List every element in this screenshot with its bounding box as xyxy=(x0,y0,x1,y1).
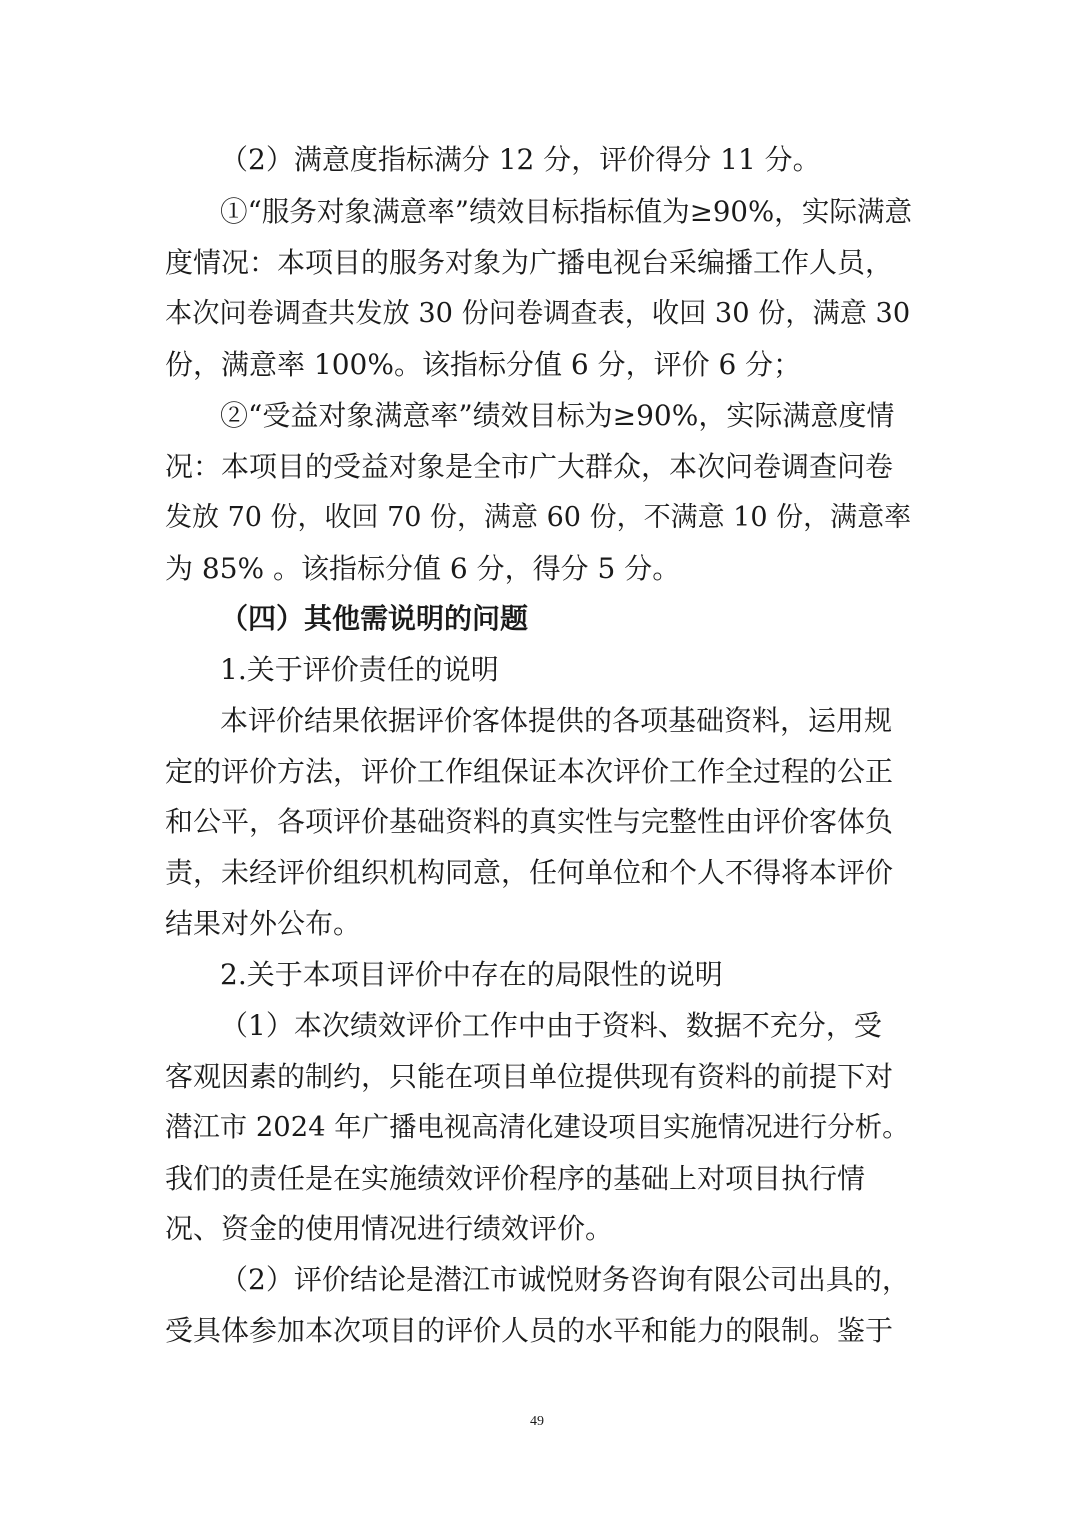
text-line xyxy=(0,955,1074,995)
text-line xyxy=(0,599,1074,639)
paragraph-service-satisfaction-line-4: 份，满意率 100%。该指标分值 6 分，评价 6 分； xyxy=(165,348,802,381)
paragraph-responsibility-line-5: 结果对外公布。 xyxy=(165,907,362,940)
paragraph-service-satisfaction-line-1: ①“服务对象满意率”绩效目标指标值为≥90%，实际满意 xyxy=(220,195,913,228)
text-line xyxy=(0,192,1074,232)
text-line xyxy=(0,1311,1074,1351)
paragraph-beneficiary-satisfaction-line-3: 发放 70 份，收回 70 份，满意 60 份，不满意 10 份，满意率 xyxy=(165,502,912,533)
paragraph-responsibility-line-3: 和公平，各项评价基础资料的真实性与完整性由评价客体负 xyxy=(165,805,894,838)
text-line xyxy=(0,904,1074,944)
text-line xyxy=(0,1209,1074,1249)
paragraph-limitation-1-line-2: 客观因素的制约，只能在项目单位提供现有资料的前提下对 xyxy=(165,1060,894,1093)
paragraph-limitation-2-line-2: 受具体参加本次项目的评价人员的水平和能力的限制。鉴于 xyxy=(165,1314,894,1347)
text-line xyxy=(0,140,1074,180)
paragraph-limitation-1-line-5: 况、资金的使用情况进行绩效评价。 xyxy=(165,1212,614,1245)
text-line xyxy=(0,650,1074,690)
text-line xyxy=(0,243,1074,283)
text-line xyxy=(0,1057,1074,1097)
text-line xyxy=(0,1108,1074,1148)
paragraph-beneficiary-satisfaction-line-4: 为 85% 。该指标分值 6 分，得分 5 分。 xyxy=(165,552,681,585)
paragraph-limitation-1-line-1: （1）本次绩效评价工作中由于资料、数据不充分，受 xyxy=(220,1009,882,1042)
text-line xyxy=(0,1260,1074,1300)
paragraph-limitation-1-line-3: 潜江市 2024 年广播电视高清化建设项目实施情况进行分析。 xyxy=(165,1112,910,1143)
paragraph-beneficiary-satisfaction-line-2: 况：本项目的受益对象是全市广大群众，本次问卷调查问卷 xyxy=(165,450,894,483)
text-line xyxy=(0,802,1074,842)
paragraph-limitation-2-line-1: （2）评价结论是潜江市诚悦财务咨询有限公司出具的， xyxy=(220,1263,910,1296)
paragraph-responsibility-line-2: 定的评价方法，评价工作组保证本次评价工作全过程的公正 xyxy=(165,755,894,788)
paragraph-satisfaction-score: （2）满意度指标满分 12 分，评价得分 11 分。 xyxy=(220,143,821,176)
text-line xyxy=(0,752,1074,792)
paragraph-service-satisfaction-line-2: 度情况：本项目的服务对象为广播电视台采编播工作人员， xyxy=(165,246,894,279)
text-line xyxy=(0,853,1074,893)
text-line xyxy=(0,498,1074,538)
section-heading-other-issues: （四）其他需说明的问题 xyxy=(220,602,529,635)
text-line xyxy=(0,549,1074,589)
paragraph-service-satisfaction-line-3: 本次问卷调查共发放 30 份问卷调查表，收回 30 份，满意 30 xyxy=(165,298,911,329)
subheading-limitations: 2.关于本项目评价中存在的局限性的说明 xyxy=(220,958,723,991)
paragraph-limitation-1-line-4: 我们的责任是在实施绩效评价程序的基础上对项目执行情 xyxy=(165,1162,866,1195)
text-line xyxy=(0,701,1074,741)
text-line xyxy=(0,1159,1074,1199)
text-line xyxy=(0,396,1074,436)
page-number: 49 xyxy=(530,1414,544,1429)
text-line xyxy=(0,447,1074,487)
paragraph-beneficiary-satisfaction-line-1: ②“受益对象满意率”绩效目标为≥90%，实际满意度情 xyxy=(220,399,895,432)
text-line xyxy=(0,345,1074,385)
text-line xyxy=(0,1006,1074,1046)
subheading-evaluation-responsibility: 1.关于评价责任的说明 xyxy=(220,653,499,686)
paragraph-responsibility-line-1: 本评价结果依据评价客体提供的各项基础资料，运用规 xyxy=(220,704,893,737)
text-line xyxy=(0,294,1074,334)
paragraph-responsibility-line-4: 责，未经评价组织机构同意，任何单位和个人不得将本评价 xyxy=(165,856,894,889)
